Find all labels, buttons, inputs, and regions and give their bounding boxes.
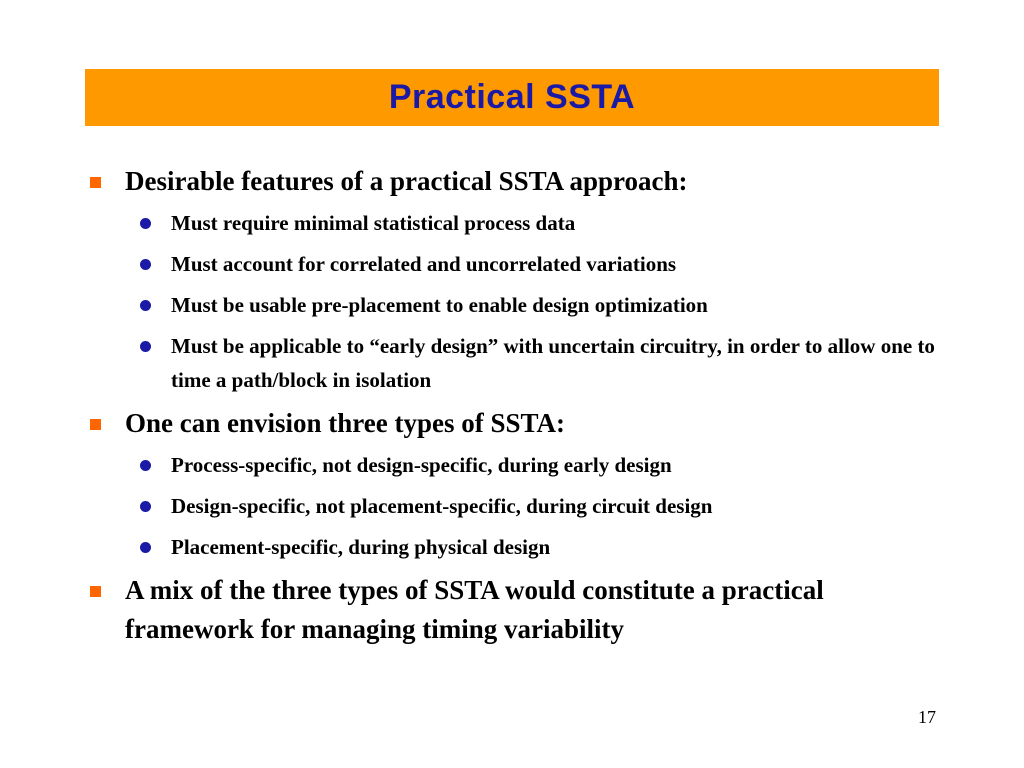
dot-bullet-icon	[140, 460, 151, 471]
dot-bullet-icon	[140, 542, 151, 553]
sub-bullet-list	[90, 206, 950, 397]
square-bullet-icon	[90, 419, 101, 430]
page-number: 17	[918, 707, 936, 727]
sub-bullet-text: Must require minimal statistical process data	[171, 211, 576, 235]
sub-bullet-text: Process-specific, not design-specific, during early design	[171, 453, 672, 477]
bullet-level1	[90, 404, 950, 443]
slide-content	[90, 162, 950, 654]
sub-bullet-list	[90, 448, 950, 564]
title-bar	[85, 69, 939, 126]
sub-bullet-text: Must account for correlated and uncorrelated variations	[171, 252, 677, 276]
bullet-level2	[90, 448, 950, 482]
sub-bullet-text: Must be usable pre-placement to enable design optimization	[171, 293, 708, 317]
bullet-level2	[90, 247, 950, 281]
square-bullet-icon	[90, 177, 101, 188]
dot-bullet-icon	[140, 218, 151, 229]
dot-bullet-icon	[140, 259, 151, 270]
bullet-level2	[90, 329, 950, 397]
bullet-level2	[90, 288, 950, 322]
bullet-level2	[90, 206, 950, 240]
sub-bullet-text: Must be applicable to “early design” with uncertain circuitry, in order to allow one to time a path/block in isolation	[171, 334, 935, 392]
dot-bullet-icon	[140, 341, 151, 352]
sub-bullet-text: Design-specific, not placement-specific, during circuit design	[171, 494, 713, 518]
bullet-level2	[90, 530, 950, 564]
sub-bullet-text: Placement-specific, during physical design	[171, 535, 551, 559]
dot-bullet-icon	[140, 300, 151, 311]
bullet-level1	[90, 162, 950, 201]
slide-title: Practical SSTA	[388, 78, 636, 116]
bullet-level2	[90, 489, 950, 523]
bullet-text: One can envision three types of SSTA:	[125, 408, 566, 438]
dot-bullet-icon	[140, 501, 151, 512]
bullet-text: Desirable features of a practical SSTA approach:	[125, 166, 688, 196]
bullet-level1	[90, 571, 950, 649]
square-bullet-icon	[90, 586, 101, 597]
bullet-text: A mix of the three types of SSTA would constitute a practical framework for managing timing variability	[125, 575, 824, 644]
